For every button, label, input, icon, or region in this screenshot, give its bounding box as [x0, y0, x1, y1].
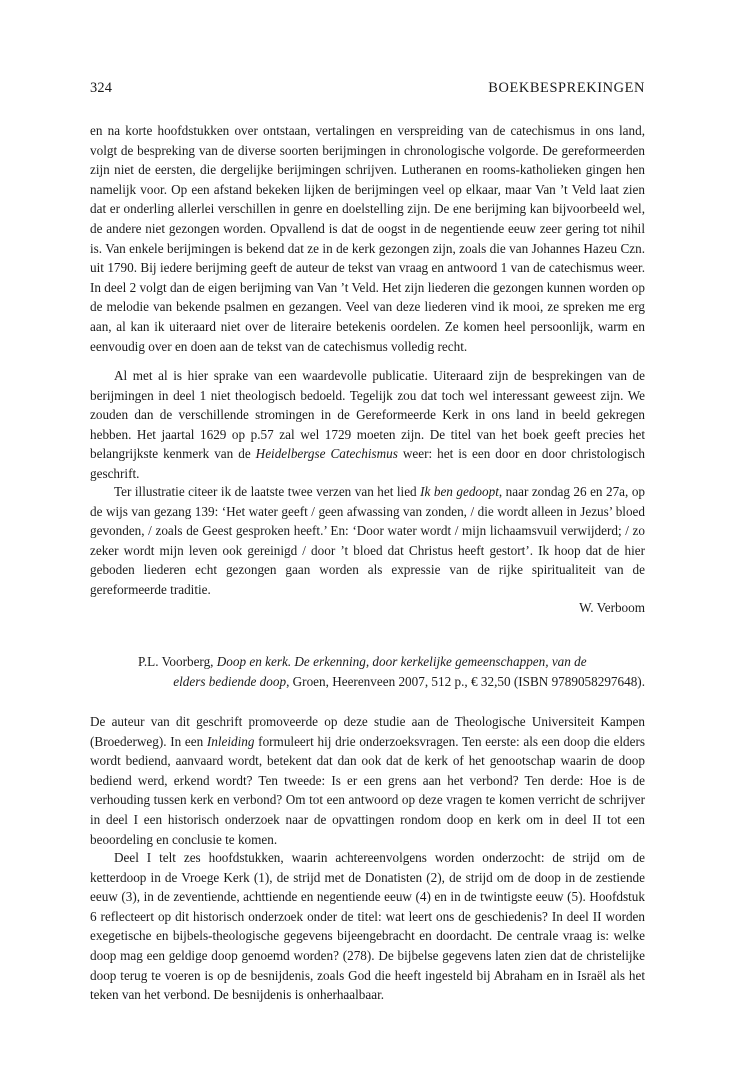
review1-paragraph-1: en na korte hoofdstukken over ontstaan, vertalingen en verspreiding van de catechismus in ons land, volgt de bespreking van de diverse soorten berijmingen in chronologische volgorde. De gereformeerden zijn niet de eersten, die dergelijke berijmingen schrijven. Lutheranen en rooms-katholieken gingen hen namelijk voor. Op een afstand bekeken lijken de berijmingen veel op elkaar, maar Van ’t Veld laat zien dat er onderling allerlei verschillen in genre en doelstelling zijn. De ene berijming kan bijvoorbeeld wel, de andere niet gezongen worden. Opvallend is dat de oogst in de negentiende eeuw zeer gering tot nihil is. Van enkele berijmingen is bekend dat ze in de kerk gezongen zijn, zoals die van Johannes Hazeu Czn. uit 1790. Bij iedere berijming geeft de auteur de tekst van vraag en antwoord 1 van de catechismus weer. In deel 2 volgt dan de eigen berijming van Van ’t Veld. Het zijn liederen die gezongen kunnen worden op de melodie van bekende psalmen en gezangen. Veel van deze liederen vind ik mooi, ze spreken me erg aan, al kan ik uiteraard niet over de literaire betekenis oordelen. Ze komen heel persoonlijk, warm en eenvoudig over en doen aan de tekst van de catechismus volledig recht. [90, 123, 645, 354]
running-header [90, 80, 645, 100]
citation-continuation [114, 672, 645, 692]
review2-paragraph-1 [90, 712, 645, 849]
citation-title-line-1: Doop en kerk. De erkenning, door kerkelijke gemeenschappen, van de [216, 654, 587, 669]
citation-publication-details: , Groen, Heerenveen 2007, 512 p., € 32,50 (ISBN 9789058297648). [286, 673, 645, 689]
review1-paragraph-2-text-a: Al met al is hier sprake van een waardevolle publicatie. Uiteraard zijn de besprekingen van de berijmingen in deel 1 niet theologisch bedoeld. Tegelijk zou dat toch wel interessant geweest zijn. We zouden dan de verschillende stromingen in de Gereformeerde Kerk in ons land in beeld gekregen hebben. Het jaartal 1629 op p.57 zal wel 1729 moeten zijn. De titel van het boek geeft precies het belangrijkste kenmerk van de [90, 368, 645, 462]
review1-paragraph-2 [90, 366, 645, 484]
reviewer-signature: W. Verboom [579, 600, 645, 615]
citation-author: P.L. Voorberg, [138, 654, 217, 669]
review1-paragraph-3-text-b: , naar zondag 26 en 27a, op de wijs van gezang 139: ‘Het water geeft / geen afwassing van zonden, / die wordt alleen in Jezus’ bloed gevonden, / zoals de Geest gesproken heeft.’ En: ‘Door water wordt / mijn lichaamsvuil verwijderd; / zo zeker wordt mijn leven ook gereinigd / door ’t bloed dat Christus heeft gestort’. Ik hoop dat de hier geboden liederen echt gezongen gaan worden als expressie van de rijke spiritualiteit van de gereformeerde traditie. [90, 484, 646, 597]
book-citation [114, 652, 645, 691]
review1-paragraph-3 [90, 482, 645, 600]
inleiding-term: Inleiding [206, 733, 255, 749]
citation-title-line-2: elders bediende doop [173, 673, 287, 689]
review2-paragraph-1-text-a: De auteur van dit geschrift promoveerde op deze studie aan de Theologische Universiteit Kampen (Broederweg). In een [90, 714, 645, 749]
review2-paragraph-2: Deel I telt zes hoofdstukken, waarin achtereenvolgens worden onderzocht: de strijd om de ketterdoop in de Vroege Kerk (1), de strijd met de Donatisten (2), de strijd om de doop in de zestiende eeuw (3), in de zeventiende, achttiende en negentiende eeuw (4) en in de twintigste eeuw (5). Hoofdstuk 6 reflecteert op dit historisch onderzoek onder de titel: wat leert ons de geschiedenis? In deel II worden exegetische en bijbels-theologische gegevens bijeengebracht en doordacht. De centrale vraag is: welke doop mag een geldige doop genoemd worden? (278). De bijbelse gegevens laten zien dat de christelijke doop terug te voeren is op de besnijdenis, zoals God die heeft ingesteld bij Abraham en in Israël als het teken van het verbond. De besnijdenis is onherhaalbaar. [90, 850, 645, 1003]
song-title: Ik ben gedoopt [420, 484, 499, 499]
review2-paragraph-1-text-b: formuleert hij drie onderzoeksvragen. Ten eerste: als een doop die elders wordt bediend, aanvaard wordt, betekent dat dan ook dat de kerk of het genootschap waarin de doop bediend werd, erkend wordt? Ten tweede: Is er een grens aan het verbond? Ten derde: Hoe is de verhouding tussen kerk en verbond? Om tot een antwoord op deze vragen te komen verricht de schrijver in deel I een historisch onderzoek naar de opvattingen rondom doop en kerk om in deel II tot een beoordeling en conclusie te komen. [90, 733, 646, 847]
review1-paragraph-3-text-a: Ter illustratie citeer ik de laatste twee verzen van het lied [114, 484, 421, 499]
running-title: BOEKBESPREKINGEN [488, 80, 645, 96]
book-title-heidelbergse: Heidelbergse Catechismus [255, 446, 398, 462]
review1-paragraph-2-text-b: weer: het is een door en door christologisch geschrift. [90, 446, 645, 481]
page-number: 324 [90, 80, 113, 96]
